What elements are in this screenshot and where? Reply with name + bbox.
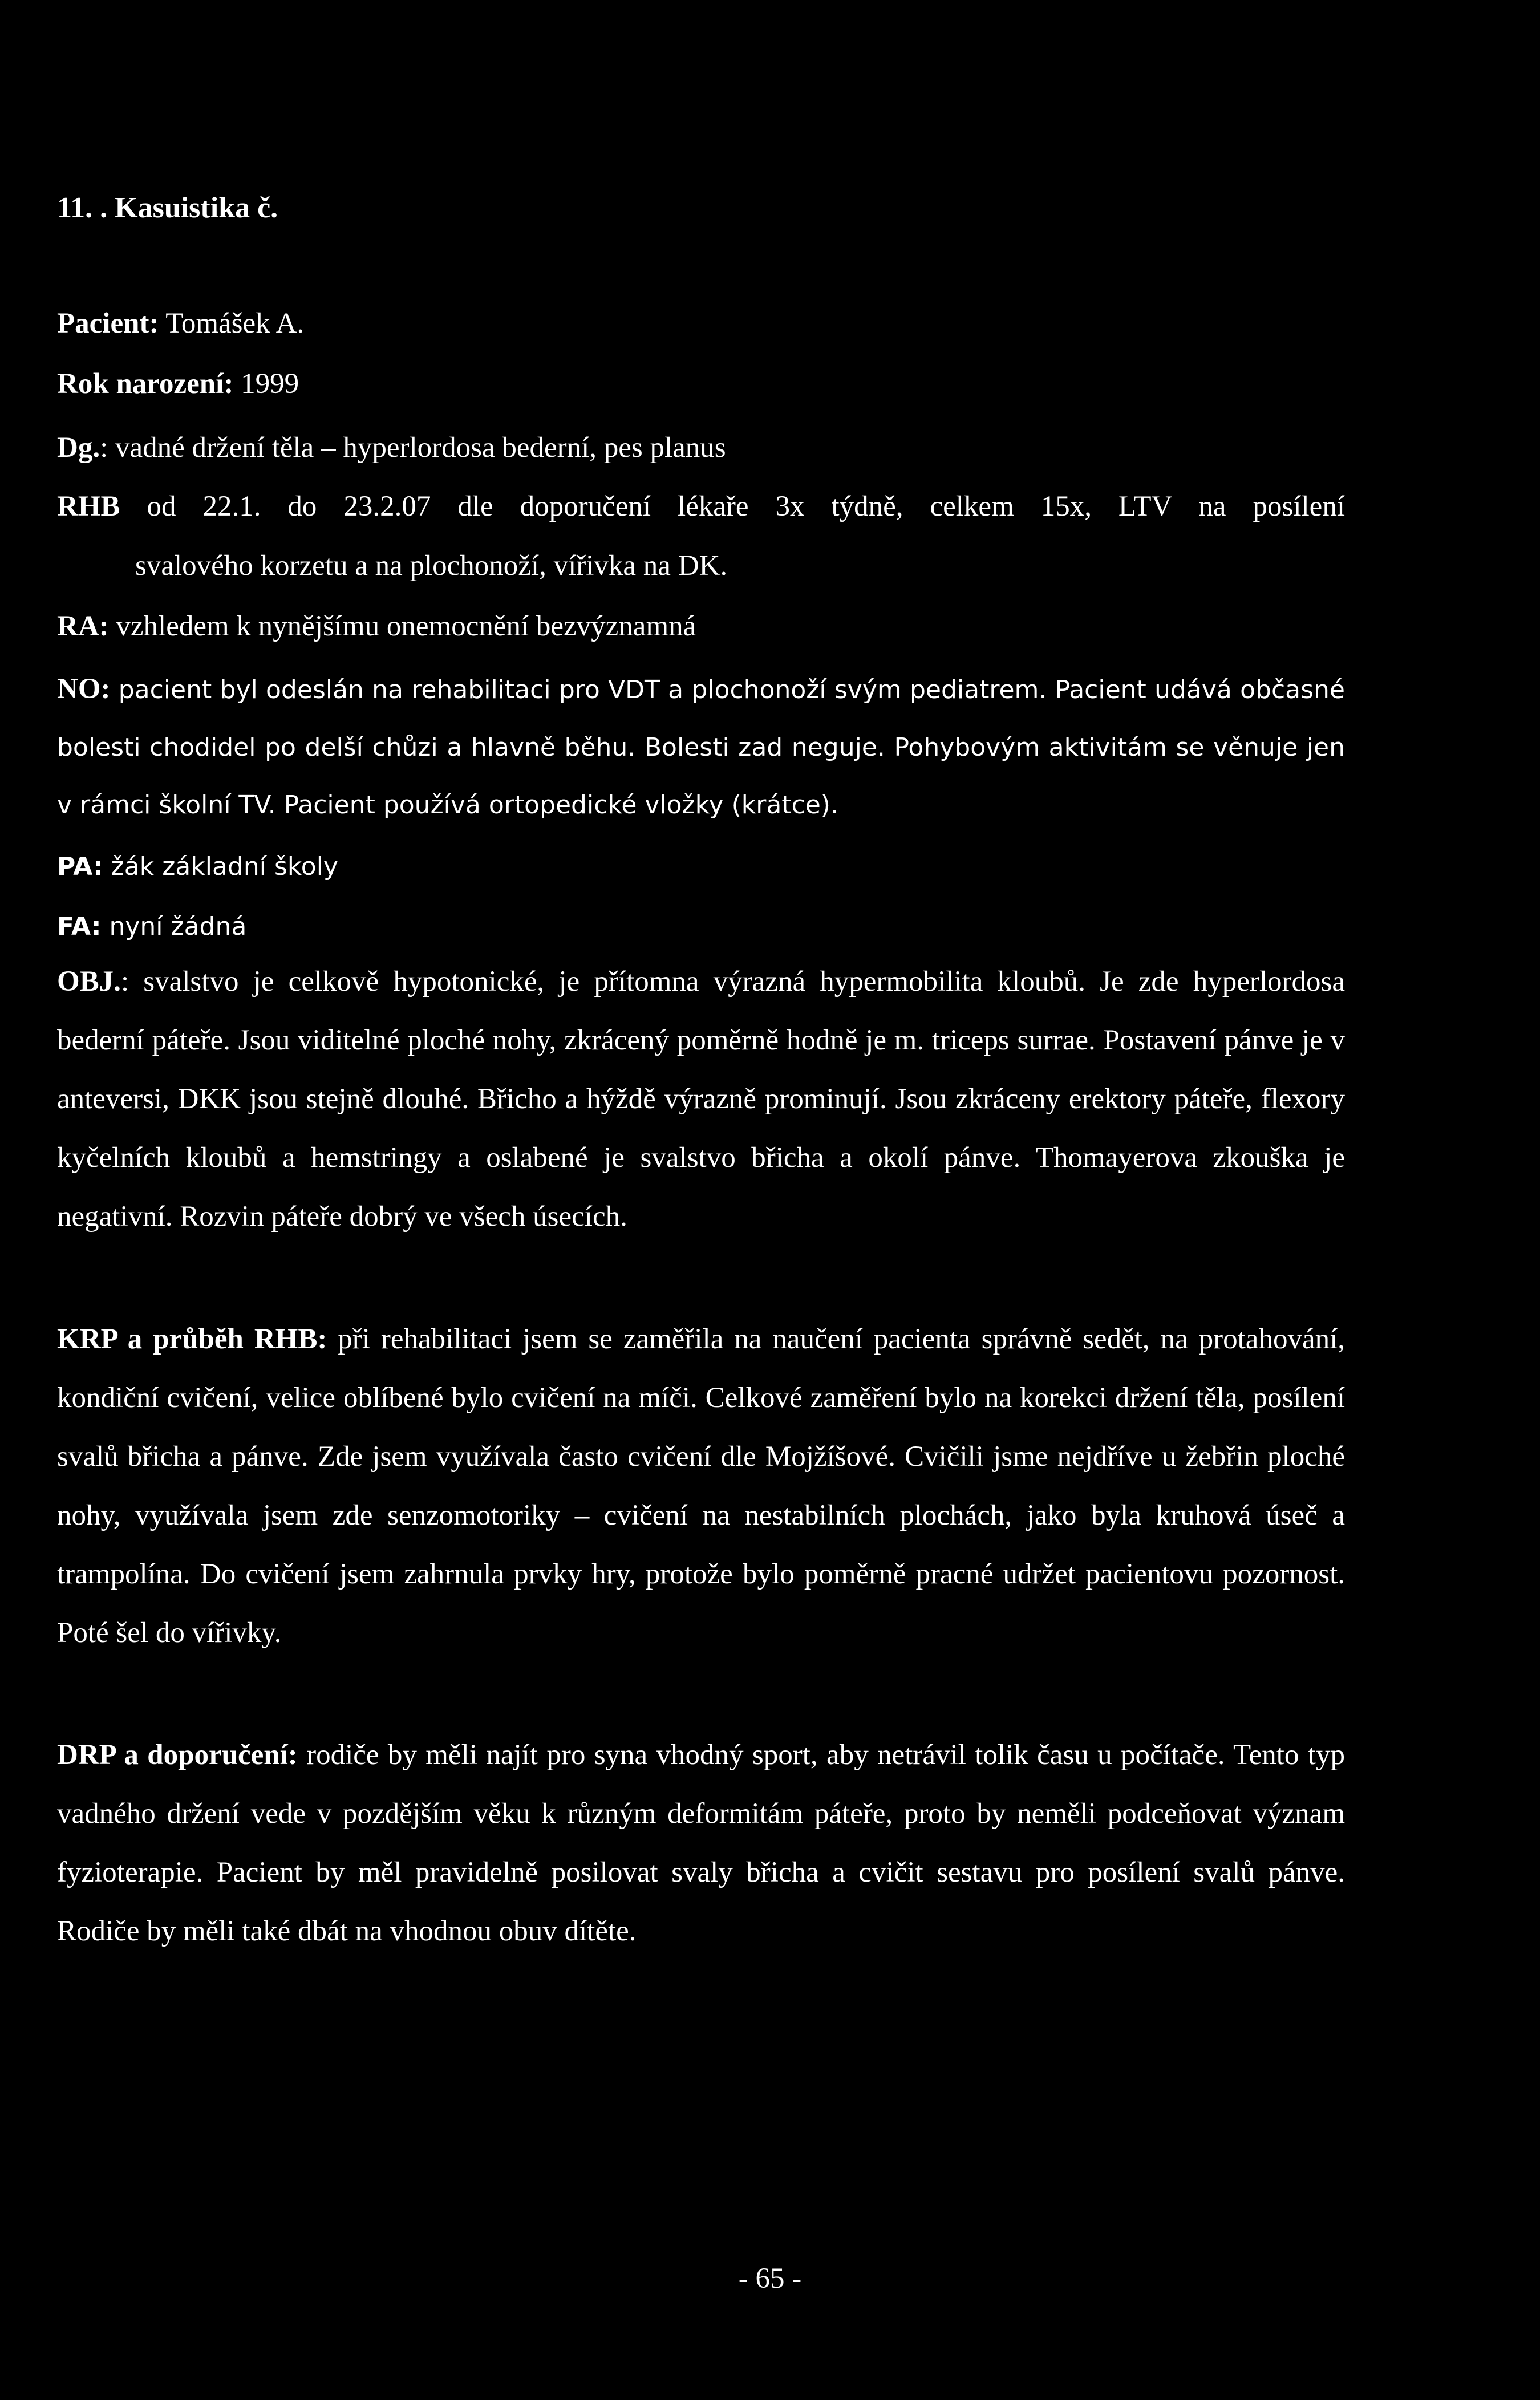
rhb-value-1: od 22.1. do 23.2.07 dle doporučení lékaře 3x týdně, celkem 15x, LTV na posílení bbox=[120, 490, 1345, 522]
no-label: NO: bbox=[57, 673, 111, 705]
rhb-line-2: svalového korzetu a na plochonoží, vířivka na DK. bbox=[135, 550, 728, 582]
fa-value: nyní žádná bbox=[101, 912, 247, 941]
no-value: pacient byl odeslán na rehabilitaci pro VDT a plochonoží svým pediatrem. Pacient udává občasné bolesti chodidel po delší chůzi a hlavně běhu. Bolesti zad neguje. Pohybovým aktivitám se věnuje jen v rámci školní TV. Pacient používá ortopedické vložky (krátce). bbox=[57, 675, 1345, 820]
krp-paragraph bbox=[57, 1310, 1345, 1663]
obj-value: : svalstvo je celkově hypotonické, je přítomna výrazná hypermobilita kloubů. Je zde hyperlordosa bederní páteře. Jsou viditelné ploché nohy, zkrácený poměrně hodně je m. triceps surrae. Postavení pánve je v anteversi, DKK jsou stejně dlouhé. Břicho a hýždě výrazně prominují. Jsou zkráceny erektory páteře, flexory kyčelních kloubů a hemstringy a oslabené je svalstvo břicha a okolí pánve. Thomayerova zkouška je negativní. Rozvin páteře dobrý ve všech úsecích. bbox=[57, 966, 1345, 1233]
drp-label: DRP a doporučení: bbox=[57, 1739, 298, 1771]
fa-line bbox=[57, 910, 246, 944]
pa-line bbox=[57, 850, 338, 884]
no-paragraph bbox=[57, 660, 1345, 834]
diagnosis-line bbox=[57, 431, 726, 465]
birth-year-value: 1999 bbox=[233, 368, 299, 400]
ra-value: vzhledem k nynějšímu onemocnění bezvýznamná bbox=[108, 610, 696, 642]
fa-label: FA: bbox=[57, 912, 102, 941]
krp-label: KRP a průběh RHB: bbox=[57, 1323, 327, 1355]
obj-paragraph bbox=[57, 952, 1345, 1246]
diagnosis-value: : vadné držení těla – hyperlordosa bederní, pes planus bbox=[100, 432, 726, 464]
rhb-label: RHB bbox=[57, 490, 120, 522]
page-number: - 65 - bbox=[738, 2263, 802, 2294]
pa-label: PA: bbox=[57, 852, 103, 881]
ra-label: RA: bbox=[57, 610, 109, 642]
birth-year-line bbox=[57, 367, 299, 401]
drp-paragraph bbox=[57, 1726, 1345, 1961]
obj-label: OBJ. bbox=[57, 966, 121, 998]
patient-line bbox=[57, 306, 304, 340]
patient-value: Tomášek A. bbox=[159, 307, 305, 339]
case-heading: 11. . Kasuistika č. bbox=[57, 192, 278, 224]
rhb-line-1 bbox=[57, 489, 1345, 524]
pa-value: žák základní školy bbox=[103, 852, 338, 881]
drp-value: rodiče by měli najít pro syna vhodný sport, aby netrávil tolik času u počítače. Tento typ vadného držení vede v pozdějším věku k různým deformitám páteře, proto by neměli podceňovat význam fyzioterapie. Pacient by měl pravidelně posilovat svaly břicha a cvičit sestavu pro posílení svalů pánve. Rodiče by měli také dbát na vhodnou obuv dítěte. bbox=[57, 1739, 1345, 1947]
diagnosis-label: Dg. bbox=[57, 432, 100, 464]
patient-label: Pacient: bbox=[57, 307, 159, 339]
birth-year-label: Rok narození: bbox=[57, 368, 234, 400]
krp-value: při rehabilitaci jsem se zaměřila na naučení pacienta správně sedět, na protahování, kondiční cvičení, velice oblíbené bylo cvičení na míči. Celkové zaměření bylo na korekci držení těla, posílení svalů břicha a pánve. Zde jsem využívala často cvičení dle Mojžíšové. Cvičili jsme nejdříve u žebřin ploché nohy, využívala jsem zde senzomotoriky – cvičení na nestabilních plochách, jako byla kruhová úseč a trampolína. Do cvičení jsem zahrnula prvky hry, protože bylo poměrně pracné udržet pacientovu pozornost. Poté šel do vířivky. bbox=[57, 1323, 1345, 1649]
ra-line bbox=[57, 609, 696, 643]
